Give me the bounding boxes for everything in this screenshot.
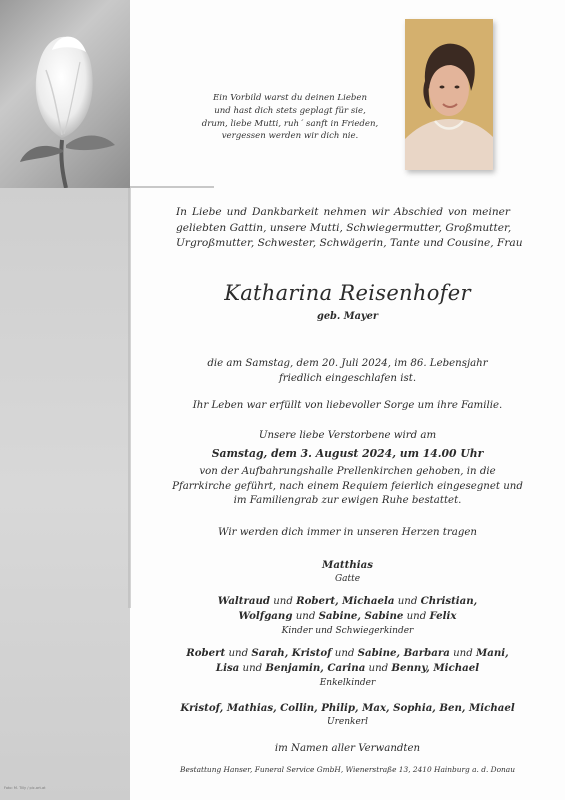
intro-line: Urgroßmutter, Schwester, Schwägerin, Tante und Cousine, Frau <box>176 237 523 249</box>
children-names: Christian, <box>420 595 478 607</box>
band-shadow <box>128 188 131 608</box>
children-names: Wolfgang <box>238 610 293 622</box>
portrait-illustration <box>405 19 493 170</box>
grandchildren-names: Benny, Michael <box>391 662 480 674</box>
intro-line: In Liebe und Dankbarkeit nehmen wir Abschied von meiner <box>176 206 510 218</box>
death-line: die am Samstag, dem 20. Juli 2024, im 86. Lebensjahr <box>207 358 488 369</box>
grandchildren-names: Robert <box>186 647 226 659</box>
conjunction: und <box>270 596 297 607</box>
conjunction: und <box>449 648 476 659</box>
remembrance-line: Wir werden dich immer in unseren Herzen tragen <box>218 527 477 538</box>
white-rose-image <box>0 0 130 188</box>
rose-illustration <box>0 0 130 188</box>
conjunction: und <box>225 648 252 659</box>
relatives-line: im Namen aller Verwandten <box>274 743 421 754</box>
grandchildren-names: Sarah, Kristof <box>251 647 332 659</box>
poem <box>190 92 390 143</box>
grandchildren-names: Sabine, Barbara <box>357 647 450 659</box>
children-names: Waltraud <box>217 595 270 607</box>
funeral-intro: Unsere liebe Verstorbene wird am <box>258 430 437 441</box>
funeral-line: Pfarrkirche geführt, nach einem Requiem feierlich eingesegnet und <box>172 480 523 492</box>
great-grandchildren-role: Urenkerl <box>327 717 368 727</box>
spouse-role: Gatte <box>334 574 361 584</box>
funeral-home-footer: Bestattung Hanser, Funeral Service GmbH, Wienerstraße 13, 2410 Hainburg a. d. Donau <box>180 765 515 774</box>
children-names: Robert, Michaela <box>296 595 395 607</box>
farewell-intro <box>176 205 523 252</box>
funeral-line: von der Aufbahrungshalle Prellenkirchen gehoben, in die <box>199 466 496 477</box>
life-statement: Ihr Leben war erfüllt von liebevoller Sorge um ihre Familie. <box>192 400 503 411</box>
funeral-line: im Familiengrab zur ewigen Ruhe bestattet. <box>233 495 462 506</box>
portrait-photo <box>405 19 493 170</box>
poem-line: Ein Vorbild warst du deinen Lieben <box>212 93 368 103</box>
poem-line: drum, liebe Mutti, ruh´ sanft in Frieden, <box>201 118 379 129</box>
grandchildren-line <box>150 646 545 662</box>
children-line <box>150 609 545 625</box>
intro-line: geliebten Gattin, unsere Mutti, Schwiegermutter, Großmutter, <box>176 221 512 234</box>
decorative-divider <box>130 186 214 188</box>
conjunction: und <box>292 611 319 622</box>
conjunction: und <box>239 663 266 674</box>
conjunction: und <box>331 648 358 659</box>
spouse-name: Matthias <box>322 559 373 571</box>
maiden-name: geb. Mayer <box>316 311 379 322</box>
conjunction: und <box>365 663 392 674</box>
grandchildren-role: Enkelkinder <box>319 678 376 688</box>
poem-line: und hast dich stets geplagt für sie, <box>214 105 366 116</box>
death-line: friedlich eingeschlafen ist. <box>278 372 417 384</box>
children-names: Felix <box>429 610 457 622</box>
poem-line: vergessen werden wir dich nie. <box>221 131 359 142</box>
conjunction: und <box>394 596 421 607</box>
great-grandchildren-names: Kristof, Mathias, Collin, Philip, Max, Sophia, Ben, Michael <box>180 702 515 714</box>
death-notice <box>150 357 545 386</box>
children-role: Kinder und Schwiegerkinder <box>281 626 414 636</box>
children-names: Sabine, Sabine <box>318 610 404 622</box>
funeral-date: Samstag, dem 3. August 2024, um 14.00 Uhr <box>211 447 484 460</box>
grandchildren-names: Mani, <box>475 647 509 659</box>
children-line <box>150 594 545 610</box>
conjunction: und <box>403 611 430 622</box>
grandchildren-names: Benjamin, Carina <box>265 662 366 674</box>
grandchildren-line <box>150 661 545 677</box>
decorative-side-band <box>0 188 130 800</box>
funeral-details <box>150 465 545 509</box>
grandchildren-names: Lisa <box>215 662 240 674</box>
deceased-name: Katharina Reisenhofer <box>224 281 471 305</box>
photo-credit: Foto: M. Tilly / pic-art.at <box>4 786 46 790</box>
